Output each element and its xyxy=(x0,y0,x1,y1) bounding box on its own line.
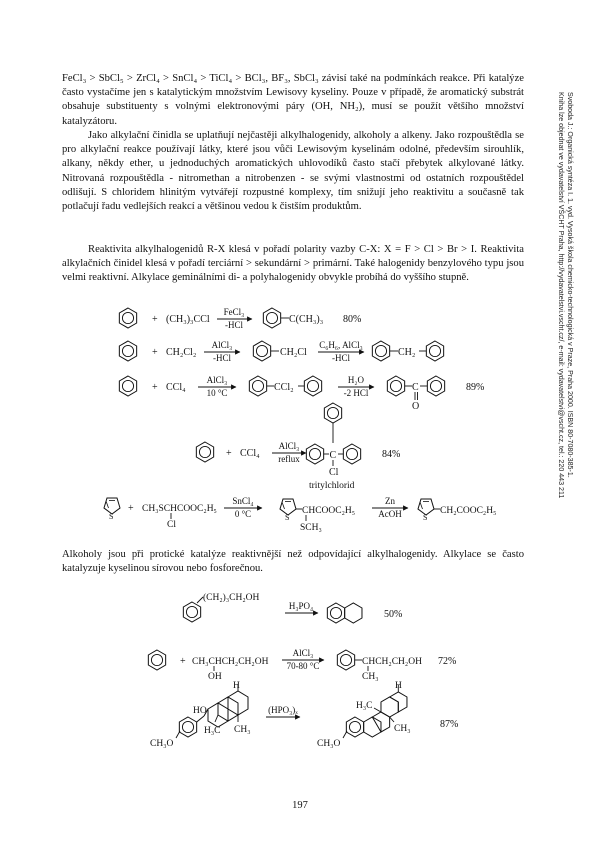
paragraph-catalyst-order: FeCl₃ > SbCl₅ > ZrCl₄ > SnCl₄ > TiCl₄ > BCl₃, BF₃, SbCl₃ závisí také na podmínkách reakce. Při katalýze často vystačíme jen s katalytickým množstvím Lewisovy kyseliny. Pouze v případě, že aromatický substrát obsahuje substituenty s volnými elektronovými páry (OH, NH₂), musí se použít většího množství katalyzátoru. xyxy=(62,73,524,127)
trityl-chlorine: Cl xyxy=(329,467,339,478)
condition-label: reflux xyxy=(278,454,300,464)
reagent-label: CH₃CHCH₂CH₂OH xyxy=(192,657,269,667)
benzene-ring-icon xyxy=(119,308,136,328)
benzene-ring-icon xyxy=(304,376,321,396)
reagent-label: (CH₃)₃CCl xyxy=(166,314,210,325)
condition-label: -2 HCl xyxy=(343,388,369,398)
catalyst-label: H₃PO₄ xyxy=(288,601,314,611)
benzene-ring-icon xyxy=(387,376,404,396)
reaction-8 xyxy=(150,681,458,749)
yield-label: 89% xyxy=(466,382,485,393)
benzene-ring-icon xyxy=(306,444,323,464)
tetralin-icon xyxy=(327,603,362,623)
catalyst-label: AlCl₃ xyxy=(278,441,300,451)
methoxy-label: CH₃O xyxy=(317,739,341,749)
benzene-ring-icon xyxy=(427,376,444,396)
hydrogen-label: H xyxy=(233,681,240,691)
sulfur-atom: S xyxy=(423,513,428,522)
sulfur-atom: S xyxy=(109,512,114,521)
yield-label: 87% xyxy=(440,719,459,730)
benzene-ring-icon xyxy=(263,308,280,328)
methyl-left-label: H₃C xyxy=(356,701,373,711)
benzene-ring-icon xyxy=(119,376,136,396)
condition-label: -HCl xyxy=(213,353,231,363)
product-name: tritylchlorid xyxy=(309,481,355,491)
reagent-over-arrow: C₆H₆, AlCl₃ xyxy=(319,340,363,350)
reagent-label: CH₂Cl₂ xyxy=(166,347,197,358)
benzene-ring-icon xyxy=(337,650,354,670)
reagent-hydroxyl: OH xyxy=(208,672,222,682)
hydroxyl-label: HO xyxy=(193,706,207,716)
condition-label: AcOH xyxy=(378,509,402,519)
bridge-label: CCl₂ xyxy=(274,382,294,393)
product-substituent: C(CH₃)₃ xyxy=(289,314,324,325)
citation-line-1: Svoboda J.: Organická syntéza I. 1. vyd. Vysoká škola chemicko-technologická v Praze, Praha 2000. ISBN 80-7080-385-1. xyxy=(566,92,574,478)
reaction-5 xyxy=(104,496,496,533)
reagent-label: CCl₄ xyxy=(240,448,260,459)
condition-label: 0 °C xyxy=(234,509,252,519)
catalyst-label: SnCl₄ xyxy=(232,496,254,506)
methoxy-label: CH₃O xyxy=(150,739,174,749)
plus-sign: + xyxy=(152,382,158,393)
carbonyl-oxygen: O xyxy=(412,401,420,412)
condition-label: -HCl xyxy=(225,320,243,330)
benzene-ring-icon xyxy=(343,444,360,464)
intermediate-label: CHCOOC₂H₅ xyxy=(302,506,356,516)
citation-line-2: Kniha lze objednat ve vydavatelství VŠCHT Praha, http://vydavatelstvi.vscht.cz/, e-mail: vydavatelstvi@vscht.cz, tel.: 220 443 211 xyxy=(557,92,565,499)
methyl-right-label: CH₃ xyxy=(394,724,411,734)
reagent-label: CCl₄ xyxy=(166,382,186,393)
product-substituent: CH₂COOC₂H₅ xyxy=(440,506,497,516)
sulfur-atom: S xyxy=(285,513,290,522)
reagent-chlorine: Cl xyxy=(167,520,176,530)
reaction-3 xyxy=(119,375,484,412)
reaction-6 xyxy=(183,592,402,623)
product-methyl: CH₃ xyxy=(362,672,379,682)
plus-sign: + xyxy=(180,656,186,667)
reagent-over-arrow: Zn xyxy=(385,496,395,506)
trityl-carbon: C xyxy=(329,450,337,461)
product-substituent: CHCH₂CH₂OH xyxy=(362,657,422,667)
reaction-4 xyxy=(196,403,400,491)
plus-sign: + xyxy=(226,448,232,459)
catalyst-label: AlCl₃ xyxy=(211,340,233,350)
benzene-ring-icon xyxy=(426,341,443,361)
catalyst-label: AlCl₃ xyxy=(292,648,314,658)
hydrogen-label: H xyxy=(395,681,402,691)
methyl-right-label: CH₃ xyxy=(234,725,251,735)
catalyst-label: AlCl₃ xyxy=(206,375,228,385)
reaction-1 xyxy=(119,307,361,330)
benzene-ring-icon xyxy=(183,602,200,622)
benzene-ring-icon xyxy=(148,650,165,670)
plus-sign: + xyxy=(152,347,158,358)
condition-label: 10 °C xyxy=(206,388,228,398)
benzene-ring-icon xyxy=(119,341,136,361)
condition-label: 70-80 °C xyxy=(286,661,320,671)
methyl-left-label: H₃C xyxy=(204,726,221,736)
intermediate-label: CH₂Cl xyxy=(280,347,307,358)
catalyst-label: FeCl₃ xyxy=(223,307,245,317)
yield-label: 72% xyxy=(438,656,457,667)
yield-label: 84% xyxy=(382,449,401,460)
benzene-ring-icon xyxy=(324,403,341,423)
benzene-ring-icon xyxy=(253,341,270,361)
reagent-over-arrow: H₂O xyxy=(347,375,365,385)
benzene-ring-icon xyxy=(196,442,213,462)
paragraph-alkylating-agents: Jako alkylační činidla se uplatňují nejčastěji alkylhalogenidy, alkoholy a alkeny. Jako rozpouštědla se pro alkylační reakce používají látky, které jsou vůči Lewisovým kyselinám odolné, především sirouhlík, alkany, někdy ether, u jednoduchých aromatických uhlovodíků často stačí přebytek alkylované látky. Nitrovaná rozpouštědla - nitromethan a nitrobenzen - se svými vlastnostmi od ostatních rozpouštědel odlišují. S chloridem hlinitým vytvářejí rozpustné komplexy, tím snižují jeho reaktivitu a současně tak potlačují řadu vedlejších reakcí a většinou vedou k čistším produktům. xyxy=(62,130,524,213)
plus-sign: + xyxy=(128,503,134,514)
condition-label: -HCl xyxy=(332,353,350,363)
catalyst-label: (HPO₃)ₓ xyxy=(268,705,298,715)
reaction-7 xyxy=(148,648,456,682)
benzene-ring-icon xyxy=(249,376,266,396)
benzene-ring-icon xyxy=(372,341,389,361)
reaction-2 xyxy=(119,340,443,363)
substituent-label: (CH₂)₃CH₂OH xyxy=(203,593,260,603)
yield-label: 80% xyxy=(343,314,362,325)
carbonyl-carbon: C xyxy=(412,382,419,393)
yield-label: 50% xyxy=(384,609,403,620)
intermediate-substituent: SCH₃ xyxy=(300,523,322,533)
paragraph-alcohols: Alkoholy jsou při protické katalýze reaktivnější než odpovídající alkylhalogenidy. Alkylace se často katalyzuje kyselinou sírovou nebo fosforečnou. xyxy=(62,549,524,575)
paragraph-reactivity: Reaktivita alkylhalogenidů R-X klesá v pořadí polarity vazby C-X: X = F > Cl > Br > I. Reaktivita alkylačních činidel klesá v pořadí terciární > sekundární > primární. Také halogenidy benzylového typu jsou velmi reaktivní. Alkylace geminálními di- a polyhalogenidy obvykle probíhá do vyššího stupně. xyxy=(62,244,524,284)
page-number: 197 xyxy=(292,800,308,811)
plus-sign: + xyxy=(152,314,158,325)
bridge-label: CH₂ xyxy=(398,347,416,358)
reagent-label: CH₃SCHCOOC₂H₅ xyxy=(142,504,217,514)
